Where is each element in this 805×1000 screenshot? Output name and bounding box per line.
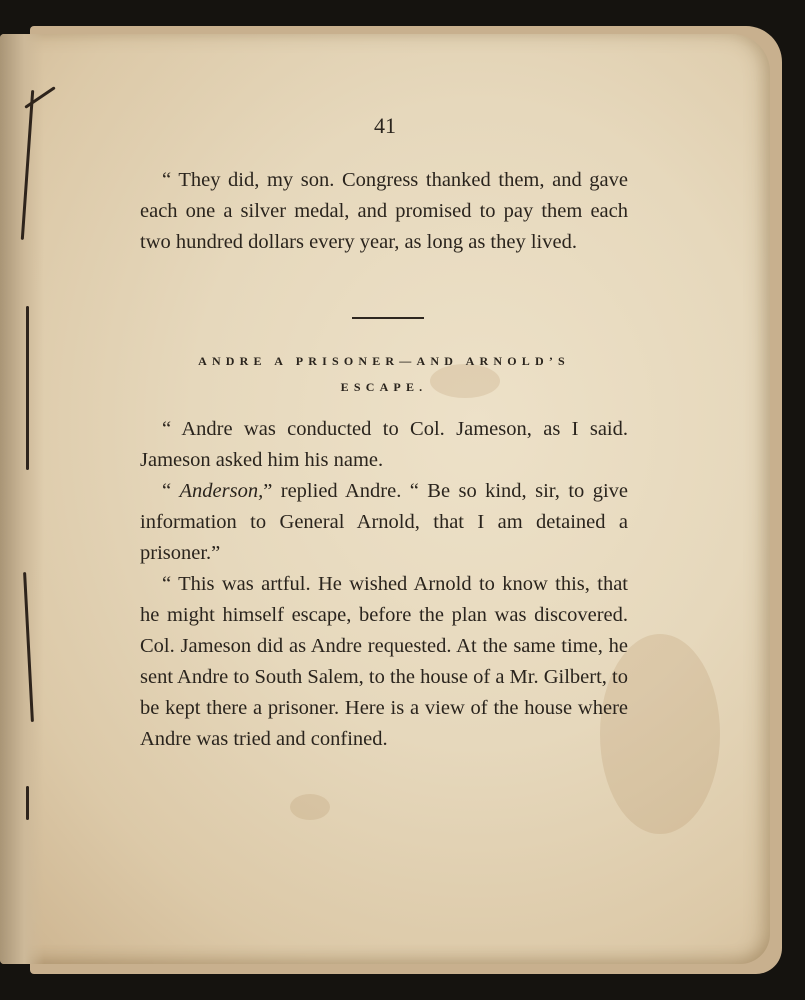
- paragraph: “ Andre was conducted to Col. Jameson, as I said. Jameson asked him his name.: [140, 418, 628, 471]
- paragraph: “ This was artful. He wished Arnold to know this, that he might himself escape, before the plan was discovered. Col. Jameson did as Andre requested. At the same time, he sent Andre to South Salem, to the house of a Mr. Gilbert, to be kept there a prisoner. Here is a view of the house where Andre was tried and confined.: [140, 573, 628, 750]
- book-page: [0, 34, 770, 964]
- chapter-heading-line: ANDRE A PRISONER—AND ARNOLD’S: [198, 354, 570, 368]
- foxing-spot: [290, 794, 330, 820]
- section-rule: [352, 317, 424, 319]
- chapter-heading-line: ESCAPE.: [340, 380, 428, 394]
- text-block-top: [140, 165, 628, 258]
- italic-word: Anderson,: [179, 480, 264, 502]
- binding-gutter: [0, 34, 44, 964]
- paragraph: [140, 476, 628, 569]
- paragraph: “ They did, my son. Congress thanked them, and gave each one a silver medal, and promised to pay them each two hundred dollars every year, as long as they lived.: [140, 169, 628, 253]
- text-block-bottom: [140, 414, 628, 755]
- page-number: 41: [374, 113, 396, 138]
- chapter-heading: [140, 348, 628, 400]
- binding-stitch: [26, 306, 29, 470]
- binding-stitch: [26, 786, 29, 820]
- paragraph-text: ” replied Andre. “ Be so kind, sir, to give information to General Arnold, that I am detained a prisoner.”: [140, 480, 628, 564]
- open-quote: “: [162, 480, 180, 502]
